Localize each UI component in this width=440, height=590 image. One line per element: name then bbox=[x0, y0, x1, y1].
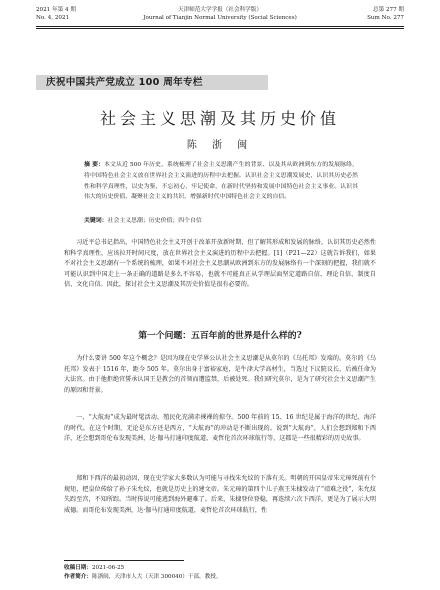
body-paragraph-3: 郑和下西洋的最初动因，现在史学家大多数认为可能与寻找朱允炆的下落有关。明朝的开国皇帝朱元璋死前有个规矩，把皇位传给了孙子朱允炆，也就是历史上的建文帝。朱元璋的第四个儿子燕王朱棣发动了“靖难之役”，朱允炆失踪至宫，不知所踪。当时传说可能逃到海外避难了。后来，朱棣登位登稳，再连续六次下西洋，更是为了展示大明威德。而哥伦布发现美洲，达·伽马打通印度航道，麦哲伦首次环球航行，性 bbox=[64, 475, 376, 514]
footnote-rule bbox=[64, 560, 184, 561]
abstract-text: 本文从近 500 年历史、系统梳理了社会主义思潮产生的背景、以及其从欧洲到东方的发展脉络，将中国特色社会主义放在世界社会主义演进的历程中去把握。认识社会主义思潮发展史，认识其历史必然性和科学真理性，以史为鉴，不忘初心，牢记使命，在新时代坚持和发展中国特色社会主义事业。认识其伟大的历史价值，凝聚社会主义的共识，增强新时代中国特色社会主义的自信。 bbox=[84, 162, 358, 201]
author-bio bbox=[64, 573, 376, 582]
footnote bbox=[64, 560, 376, 581]
keywords-text: 社会主义思潮；历史价值；四个自信 bbox=[107, 218, 202, 224]
section-heading: 第一个问题：五百年前的世界是什么样的? bbox=[138, 331, 302, 341]
received-date bbox=[64, 564, 376, 573]
issue-cn: 2021 年第 4 期 bbox=[36, 7, 76, 13]
body-paragraph-1: 为什么要讲 500 年这个概念？是因为现在史学界公认社会主义思潮是从莫尔的《乌托邦》发端的。莫尔的《乌托邦》发表于 1516 年，距今 505 年。莫尔出身于富裕家庭，是牛津大学高材生，当选过下议院议长，后被任命为大法官。由于他拒绝官誓承认国王是教会的首领而遭监禁，后被处死。我们研究莫尔，是为了研究社会主义思潮产生的原因和背景。 bbox=[64, 355, 376, 394]
article-title: 社会主义思潮及其历史价值 bbox=[99, 109, 340, 128]
received-label: 收稿日期： bbox=[64, 565, 92, 571]
column-banner: 庆祝中国共产党成立 100 周年专栏 bbox=[36, 75, 268, 90]
journal-name-en: Journal of Tianjin Normal University (Social Sciences) bbox=[143, 15, 297, 21]
journal-name-cn: 天津师范大学学报（社会科学版） bbox=[178, 7, 262, 13]
intro-paragraph: 习近平总书记指出，中国特色社会主义开创于改革开放新时期，但了解其形成和发展的脉络，认识其历史必然性和科学真理性，应该拉开时间尺度，放在世界社会主义演进的历程中去把握。[1]（P21—22）这就告诉我们，如果不对社会主义思潮有一个系统的梳理，如果不对社会主义思潮从欧洲到东方的发展脉络有一个深刻的把握，我们就不可能认识到中国走上一条正确的道路是多么不容易，也就不可能真正从学理层面坚定道路自信、理论自信、制度自信、文化自信。因此，探讨社会主义思潮及其历史价值是很有必要的。 bbox=[64, 239, 376, 289]
abstract-label: 摘 要： bbox=[84, 161, 105, 168]
article-author: 陈 浙 闽 bbox=[186, 140, 254, 151]
keywords bbox=[84, 216, 358, 226]
issue-en: No. 4, 2021 bbox=[36, 15, 70, 21]
journal-name bbox=[36, 6, 404, 22]
received-value: 2021-06-25 bbox=[91, 565, 125, 571]
author-bio-text: 陈浙闽，天津市人大（天津 300040）干部，教授。 bbox=[91, 573, 222, 580]
header-rule-bottom bbox=[36, 28, 404, 29]
author-bio-label: 作者简介： bbox=[64, 573, 92, 580]
sum-en: Sum No. 277 bbox=[367, 15, 404, 21]
header-rule-top bbox=[36, 26, 404, 27]
sum-cn: 总第 277 期 bbox=[372, 7, 404, 13]
abstract bbox=[84, 160, 358, 203]
body-paragraph-2: 一、“大航海”成为最时髦活动，殖民化充满赤裸裸的掠夺。500 年前的 15、16 世纪是属于海洋的世纪、海洋的时代。在这个时期，无论是东方还是西方，“大航海”的冲动是不断出现的。说到“大航海”，人们会想到郑和下西洋，还会想到哥伦布发现美洲、达·伽马打通印度航道、麦哲伦首次环球航行等，这都是一些很精彩的历史故事。 bbox=[64, 414, 376, 443]
sum-info bbox=[367, 6, 404, 22]
keywords-label: 关键词： bbox=[84, 217, 108, 224]
